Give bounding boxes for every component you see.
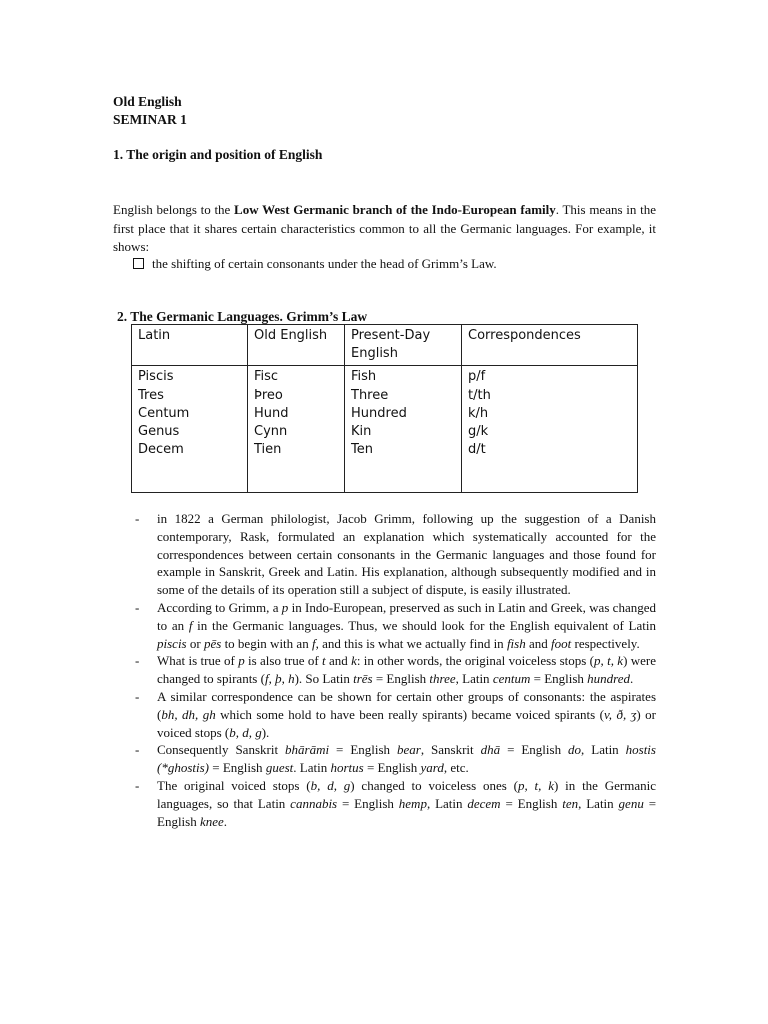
dash-bullet-icon: - — [135, 777, 140, 793]
cell-value: Genus — [138, 424, 180, 440]
doc-title: Old English — [113, 94, 182, 109]
cell-value: Decem — [138, 442, 184, 458]
dash-bullet-icon: - — [135, 742, 140, 758]
cell-value: Ten — [351, 442, 373, 458]
cell-value: Hundred — [351, 405, 407, 421]
table-cell-present-day-english — [345, 366, 462, 493]
checklist-item: the shifting of certain consonants under the head of Grimm’s Law. — [133, 255, 673, 273]
table-cell-old-english — [248, 366, 345, 493]
cell-value: t/th — [468, 387, 491, 403]
cell-value: Þreo — [254, 387, 283, 403]
cell-value: Three — [351, 387, 389, 403]
cell-value: Hund — [254, 405, 289, 421]
table-header-cell: Latin — [132, 325, 248, 366]
table-row — [132, 366, 638, 493]
cell-value: d/t — [468, 442, 486, 458]
intro-paragraph: English belongs to the Low West Germanic branch of the Indo-European family. This means in the first place that it shares certain characteristics common to all the Germanic languages. For example, it shows: — [113, 202, 656, 254]
table-header-row — [132, 325, 638, 366]
cell-value: Fisc — [254, 369, 279, 385]
cell-value: Piscis — [138, 369, 174, 385]
list-item: - A similar correspondence can be shown for certain other groups of consonants: the aspirates (bh, dh, gh which some hold to have been really spirants) became voiced spirants (v, ð, ʒ) or voiced stops (b, d, g). — [135, 688, 657, 740]
cell-value: Tien — [254, 442, 282, 458]
cell-value: Kin — [351, 424, 372, 440]
list-item: - What is true of p is also true of t and k: in other words, the original voiceless stops (p, t, k) were changed to spirants (f, þ, h). So Latin trēs = English three, Latin centum = English hundred. — [135, 653, 656, 687]
cell-value: Cynn — [254, 424, 288, 440]
list-item: - The original voiced stops (b, d, g) changed to voiceless ones (p, t, k) in the Germanic languages, so that Latin cannabis = English hemp, Latin decem = English ten, Latin genu = English knee. — [135, 777, 657, 829]
dash-bullet-icon: - — [135, 688, 140, 704]
grimm-law-table — [131, 324, 638, 493]
table-cell-correspondences — [462, 366, 638, 493]
seminar-label: SEMINAR 1 — [113, 112, 187, 127]
grimm-law-bullet-list — [135, 510, 656, 830]
cell-value: Fish — [351, 369, 377, 385]
dash-bullet-icon: - — [135, 653, 140, 669]
cell-value: k/h — [468, 405, 489, 421]
table-header-cell: Present-Day English — [345, 325, 462, 366]
cell-value: g/k — [468, 424, 489, 440]
list-item: - According to Grimm, a p in Indo-European, preserved as such in Latin and Greek, was changed to an f in the Germanic languages. Thus, we should look for the English equivalent of Latin piscis or pēs to begin with an f, and this is what we actually find in fish and foot respectively. — [135, 599, 656, 651]
list-item: - in 1822 a German philologist, Jacob Grimm, following up the suggestion of a Danish contemporary, Rask, formulated an explanation which systematically accounted for the correspondences between certain consonants in the Germanic languages and those found for example in Sanskrit, Greek and Latin. His explanation, although subsequently modified and in some of the details of its operation still a subject of dispute, is easily illustrated. — [135, 511, 656, 598]
dash-bullet-icon: - — [135, 511, 140, 526]
cell-value: p/f — [468, 369, 486, 385]
dash-bullet-icon: - — [135, 599, 140, 615]
section-2-heading: 2. The Germanic Languages. Grimm’s Law — [117, 309, 368, 324]
table-cell-latin — [132, 366, 248, 493]
cell-value: Tres — [138, 387, 164, 403]
table-header-cell: Old English — [248, 325, 345, 366]
section-1-heading: 1. The origin and position of English — [113, 147, 323, 162]
cell-value: Centum — [138, 405, 190, 421]
list-item: - Consequently Sanskrit bhārāmi = English bear, Sanskrit dhā = English do, Latin hostis (*ghostis) = English guest. Latin hortus = English yard, etc. — [135, 742, 656, 776]
table-header-cell: Correspondences — [462, 325, 638, 366]
checkbox-icon — [133, 258, 144, 269]
